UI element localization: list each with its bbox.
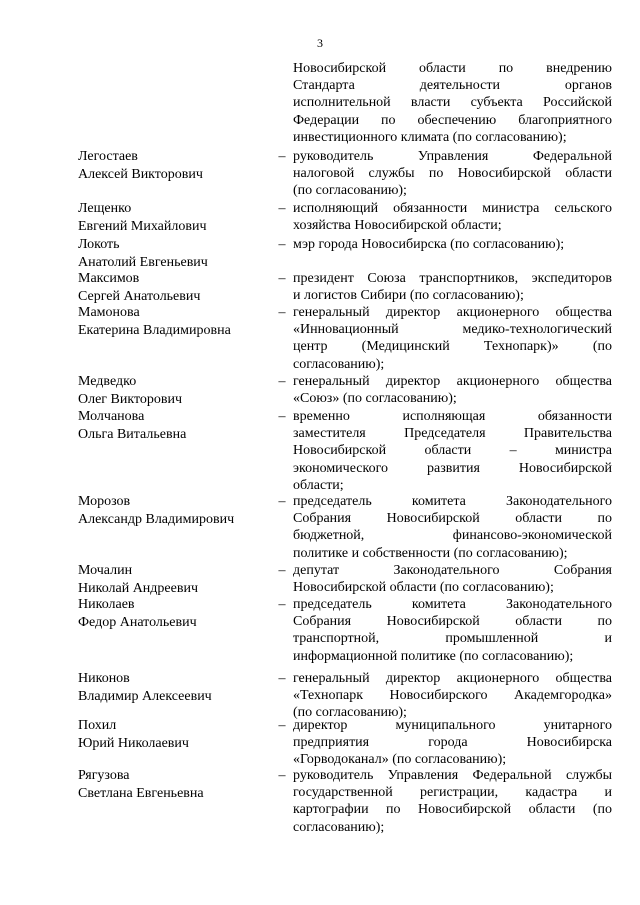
text-line: информационной политике (по согласованию);: [293, 648, 574, 664]
member-surname: Максимов: [78, 271, 140, 286]
dash-separator: –: [278, 494, 286, 509]
member-name: [78, 596, 278, 632]
dash-separator: –: [278, 768, 286, 783]
member-given-names: Светлана Евгеньевна: [78, 786, 204, 801]
member-position: [293, 408, 612, 494]
text-line: государственной регистрации, кадастра и: [293, 785, 612, 801]
member-given-names: Олег Викторович: [78, 392, 183, 407]
member-position: [293, 270, 612, 304]
text-line: исполнительной власти субъекта Российской: [293, 95, 612, 111]
member-position: [293, 767, 612, 836]
text-line: и логистов Сибири (по согласованию);: [293, 288, 524, 304]
member-given-names: Александр Владимирович: [78, 512, 235, 527]
member-position: [293, 717, 612, 769]
member-given-names: Ольга Витальевна: [78, 427, 187, 442]
text-line: (по согласованию);: [293, 705, 407, 721]
dash-separator: –: [278, 718, 286, 733]
dash-separator: –: [278, 671, 286, 686]
text-line: Федерации по обеспечению благоприятного: [293, 112, 612, 128]
text-line: генеральный директор акционерного общества: [293, 671, 612, 686]
member-surname: Мамонова: [78, 305, 140, 320]
dash-separator: –: [278, 409, 286, 424]
member-given-names: Николай Андреевич: [78, 581, 198, 596]
text-line: генеральный директор акционерного общества: [293, 305, 612, 320]
member-name: [78, 200, 278, 236]
member-position: [293, 304, 612, 373]
member-position: [293, 236, 612, 253]
text-line: исполняющий обязанности министра сельского: [293, 201, 612, 216]
text-line: бюджетной, финансово-экономической: [293, 528, 612, 544]
dash-separator: –: [278, 305, 286, 320]
text-line: согласованию);: [293, 819, 385, 835]
member-surname: Николаев: [78, 597, 135, 612]
member-position: [293, 670, 612, 722]
text-line: депутат Законодательного Собрания: [293, 563, 612, 578]
member-position: [293, 373, 612, 407]
member-given-names: Сергей Анатольевич: [78, 289, 201, 304]
member-position: [293, 562, 612, 596]
text-line: хозяйства Новосибирской области;: [293, 218, 502, 234]
member-name: [78, 670, 278, 706]
text-line: предприятия города Новосибирска: [293, 735, 612, 751]
member-given-names: Владимир Алексеевич: [78, 689, 212, 704]
text-line: генеральный директор акционерного общества: [293, 374, 612, 389]
text-line: области;: [293, 477, 344, 493]
member-name: [78, 373, 278, 409]
member-name: [78, 270, 278, 306]
member-given-names: Евгений Михайлович: [78, 219, 207, 234]
member-name: [78, 562, 278, 598]
member-position: [293, 148, 612, 200]
member-surname: Локоть: [78, 237, 120, 252]
text-line: картографии по Новосибирской области (по: [293, 802, 612, 818]
dash-separator: –: [278, 374, 286, 389]
text-line: транспортной, промышленной и: [293, 631, 612, 647]
text-line: «Горводоканал» (по согласованию);: [293, 752, 507, 768]
member-name: [78, 148, 278, 184]
member-name: [78, 493, 278, 529]
member-name: [78, 236, 278, 272]
text-line: Новосибирской области – министра: [293, 443, 612, 459]
text-line: Новосибирской области (по согласованию);: [293, 580, 554, 596]
text-line: Новосибирской области по внедрению: [293, 61, 612, 76]
text-line: центр (Медицинский Технопарк)» (по: [293, 339, 612, 355]
text-line: председатель комитета Законодательного: [293, 597, 612, 612]
member-surname: Молчанова: [78, 409, 145, 424]
dash-separator: –: [278, 271, 286, 286]
text-line: Стандарта деятельности органов: [293, 78, 612, 94]
member-name: [78, 717, 278, 753]
text-line: Собрания Новосибирской области по: [293, 614, 612, 630]
member-given-names: Екатерина Владимировна: [78, 323, 231, 338]
member-surname: Рягузова: [78, 768, 130, 783]
member-given-names: Анатолий Евгеньевич: [78, 255, 208, 270]
text-line: временно исполняющая обязанности: [293, 409, 612, 424]
text-line: налоговой службы по Новосибирской области: [293, 166, 612, 182]
member-given-names: Алексей Викторович: [78, 167, 203, 182]
member-name: [78, 408, 278, 444]
member-surname: Морозов: [78, 494, 131, 509]
dash-separator: –: [278, 563, 286, 578]
text-line: инвестиционного климата (по согласованию);: [293, 129, 567, 145]
text-line: «Технопарк Новосибирского Академгородка»: [293, 688, 612, 704]
text-line: «Инновационный медико-технологический: [293, 322, 612, 338]
text-line: согласованию);: [293, 356, 385, 372]
text-line: Собрания Новосибирской области по: [293, 511, 612, 527]
member-surname: Легостаев: [78, 149, 138, 164]
member-surname: Медведко: [78, 374, 137, 389]
text-line: руководитель Управления Федеральной: [293, 149, 612, 164]
member-surname: Мочалин: [78, 563, 133, 578]
member-surname: Похил: [78, 718, 117, 733]
text-line: президент Союза транспортников, экспедиторов: [293, 271, 612, 286]
member-surname: Лещенко: [78, 201, 132, 216]
dash-separator: –: [278, 237, 286, 252]
member-name: [78, 767, 278, 803]
text-line: мэр города Новосибирска (по согласованию);: [293, 237, 565, 252]
member-given-names: Юрий Николаевич: [78, 736, 189, 751]
text-line: экономического развития Новосибирской: [293, 460, 612, 476]
member-surname: Никонов: [78, 671, 130, 686]
dash-separator: –: [278, 597, 286, 612]
dash-separator: –: [278, 149, 286, 164]
member-position: [293, 596, 612, 665]
text-line: заместителя Председателя Правительства: [293, 426, 612, 442]
text-line: директор муниципального унитарного: [293, 718, 612, 733]
text-line: (по согласованию);: [293, 183, 407, 199]
text-line: политике и собственности (по согласованию);: [293, 545, 568, 561]
text-line: «Союз» (по согласованию);: [293, 391, 457, 407]
text-line: руководитель Управления Федеральной службы: [293, 768, 612, 783]
dash-separator: –: [278, 201, 286, 216]
page-number: 3: [317, 36, 323, 50]
text-line: председатель комитета Законодательного: [293, 494, 612, 509]
member-given-names: Федор Анатольевич: [78, 615, 197, 630]
continued-position-text: [293, 60, 612, 146]
member-name: [78, 304, 278, 340]
member-position: [293, 493, 612, 562]
member-position: [293, 200, 612, 234]
